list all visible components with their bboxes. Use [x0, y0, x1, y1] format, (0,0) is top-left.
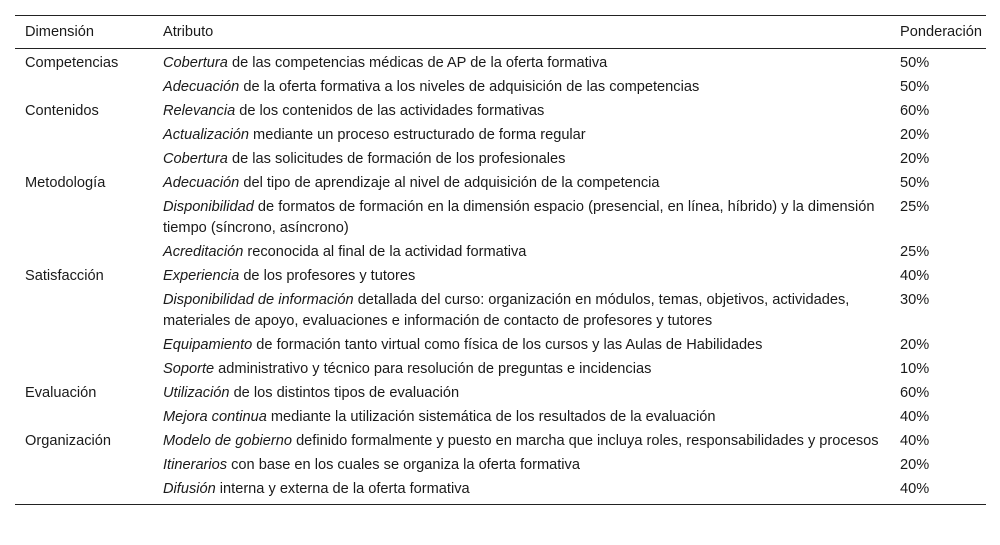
cell-dimension: Organización	[25, 433, 111, 449]
cell-dimension	[15, 196, 153, 241]
cell-attribute	[153, 172, 890, 196]
cell-weight: 25%	[900, 244, 930, 260]
header-row	[15, 16, 986, 49]
cell-weight: 50%	[900, 79, 930, 95]
cell-weight: 40%	[900, 409, 930, 425]
attribute-description: de los contenidos de las actividades formativas	[235, 103, 545, 119]
header-attribute: Atributo	[163, 24, 214, 40]
cell-attribute	[153, 289, 890, 334]
cell-attribute	[153, 76, 890, 100]
cell-weight: 10%	[900, 361, 930, 377]
table-row	[15, 454, 986, 478]
attribute-description: de formatos de formación en la dimensión espacio (presencial, en línea, híbrido) y la dimensión tiempo (síncrono, asíncrono)	[163, 199, 875, 236]
cell-attribute	[153, 478, 890, 505]
table-row	[15, 172, 986, 196]
cell-attribute	[153, 406, 890, 430]
attribute-term: Mejora continua	[163, 409, 267, 425]
cell-weight: 40%	[900, 433, 930, 449]
table-row	[15, 124, 986, 148]
cell-dimension	[15, 406, 153, 430]
attribute-term: Modelo de gobierno	[163, 433, 293, 449]
cell-dimension	[15, 124, 153, 148]
cell-weight: 25%	[900, 199, 930, 215]
cell-dimension	[15, 289, 153, 334]
cell-attribute	[153, 100, 890, 124]
table-row	[15, 49, 986, 77]
attribute-term: Utilización	[163, 385, 230, 401]
attribute-term: Acreditación	[163, 244, 244, 260]
attribute-description: reconocida al final de la actividad formativa	[243, 244, 527, 260]
attribute-term: Disponibilidad	[163, 199, 254, 215]
cell-attribute	[153, 430, 890, 454]
cell-attribute	[153, 265, 890, 289]
attribute-term: Equipamiento	[163, 337, 253, 353]
attribute-description: administrativo y técnico para resolución de preguntas e incidencias	[214, 361, 652, 377]
attribute-description: de las solicitudes de formación de los profesionales	[227, 151, 566, 167]
attribute-term: Itinerarios	[163, 457, 228, 473]
weighting-table-container	[15, 15, 986, 505]
table-row	[15, 478, 986, 505]
cell-weight: 20%	[900, 127, 930, 143]
cell-dimension	[15, 241, 153, 265]
table-row	[15, 430, 986, 454]
cell-weight: 40%	[900, 481, 930, 497]
attribute-description: de la oferta formativa a los niveles de adquisición de las competencias	[239, 79, 700, 95]
cell-dimension: Satisfacción	[25, 268, 104, 284]
table-row	[15, 289, 986, 334]
cell-dimension: Evaluación	[25, 385, 97, 401]
attribute-term: Actualización	[163, 127, 249, 143]
attribute-term: Soporte	[163, 361, 215, 377]
cell-dimension	[15, 334, 153, 358]
cell-weight: 50%	[900, 55, 930, 71]
attribute-description: del tipo de aprendizaje al nivel de adquisición de la competencia	[239, 175, 660, 191]
cell-dimension: Metodología	[25, 175, 106, 191]
header-dimension: Dimensión	[25, 24, 94, 40]
table-row	[15, 334, 986, 358]
cell-weight: 60%	[900, 103, 930, 119]
cell-attribute	[153, 454, 890, 478]
attribute-description: de los distintos tipos de evaluación	[229, 385, 460, 401]
cell-dimension: Competencias	[25, 55, 119, 71]
table-row	[15, 196, 986, 241]
attribute-description: detallada del curso: organización en módulos, temas, objetivos, actividades, materiales de apoyo, evaluaciones e información de contacto de profesores y tutores	[163, 292, 850, 329]
table-header	[15, 16, 986, 49]
attribute-description: mediante la utilización sistemática de los resultados de la evaluación	[266, 409, 716, 425]
table-row	[15, 148, 986, 172]
cell-weight: 30%	[900, 292, 930, 308]
header-weight: Ponderación	[900, 24, 982, 40]
table-row	[15, 100, 986, 124]
attribute-term: Relevancia	[163, 103, 236, 119]
attribute-term: Cobertura	[163, 151, 228, 167]
table-body	[15, 49, 986, 505]
cell-dimension	[15, 148, 153, 172]
cell-attribute	[153, 124, 890, 148]
cell-dimension	[15, 76, 153, 100]
attribute-term: Adecuación	[163, 79, 240, 95]
attribute-description: de los profesores y tutores	[239, 268, 416, 284]
table-row	[15, 406, 986, 430]
table-row	[15, 265, 986, 289]
cell-attribute	[153, 49, 890, 77]
table-row	[15, 382, 986, 406]
cell-attribute	[153, 382, 890, 406]
attribute-description: mediante un proceso estructurado de forma regular	[249, 127, 586, 143]
cell-dimension	[15, 358, 153, 382]
attribute-description: definido formalmente y puesto en marcha que incluya roles, responsabilidades y procesos	[292, 433, 879, 449]
attribute-term: Difusión	[163, 481, 216, 497]
cell-weight: 20%	[900, 337, 930, 353]
cell-weight: 20%	[900, 457, 930, 473]
attribute-description: de las competencias médicas de AP de la oferta formativa	[227, 55, 608, 71]
cell-weight: 50%	[900, 175, 930, 191]
attribute-description: interna y externa de la oferta formativa	[215, 481, 470, 497]
cell-weight: 40%	[900, 268, 930, 284]
cell-attribute	[153, 334, 890, 358]
cell-attribute	[153, 148, 890, 172]
attribute-term: Experiencia	[163, 268, 240, 284]
table-row	[15, 241, 986, 265]
table-row	[15, 76, 986, 100]
weighting-table	[15, 15, 986, 505]
table-row	[15, 358, 986, 382]
cell-dimension: Contenidos	[25, 103, 99, 119]
cell-dimension	[15, 454, 153, 478]
cell-weight: 60%	[900, 385, 930, 401]
attribute-term: Cobertura	[163, 55, 228, 71]
cell-dimension	[15, 478, 153, 505]
cell-attribute	[153, 358, 890, 382]
cell-attribute	[153, 196, 890, 241]
attribute-term: Adecuación	[163, 175, 240, 191]
cell-weight: 20%	[900, 151, 930, 167]
attribute-description: de formación tanto virtual como física de los cursos y las Aulas de Habilidades	[252, 337, 763, 353]
attribute-term: Disponibilidad de información	[163, 292, 354, 308]
cell-attribute	[153, 241, 890, 265]
attribute-description: con base en los cuales se organiza la oferta formativa	[227, 457, 580, 473]
